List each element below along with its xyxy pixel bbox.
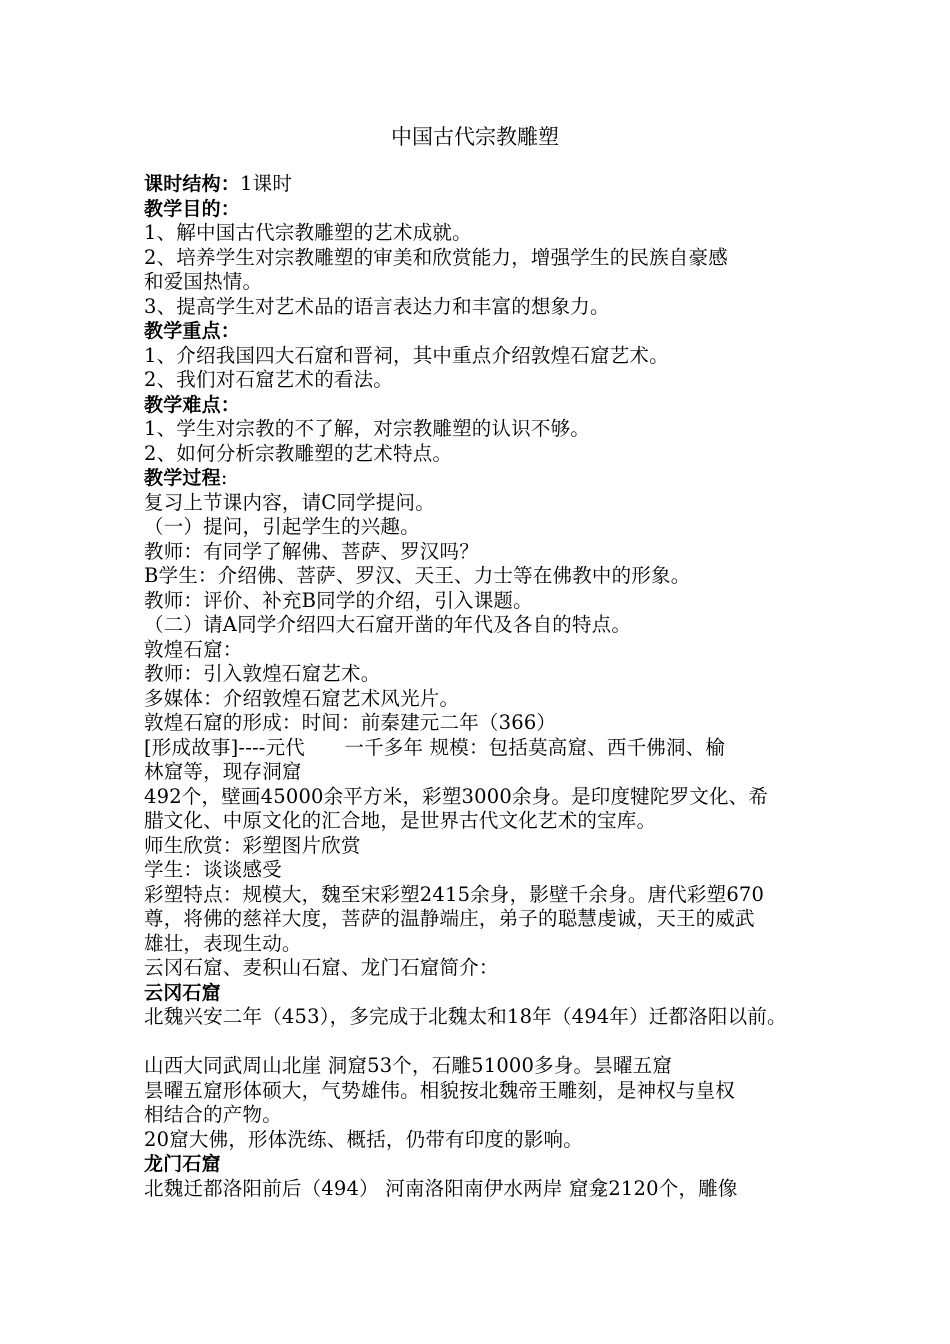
text-line: 师生欣赏：彩塑图片欣赏 [144, 833, 361, 857]
text-line: 复习上节课内容，请C同学提问。 [144, 490, 435, 514]
text-line: 教师：有同学了解佛、菩萨、罗汉吗？ [144, 539, 479, 563]
text-line: 1、介绍我国四大石窟和晋祠，其中重点介绍敦煌石窟艺术。 [144, 343, 669, 367]
section-heading: 教学重点： [144, 320, 241, 342]
heading-suffix: : [220, 466, 228, 489]
text-line: 2、培养学生对宗教雕塑的审美和欣赏能力，增强学生的民族自豪感 [144, 245, 728, 269]
text-line: 敦煌石窟： [144, 637, 243, 661]
text-line: 20窟大佛，形体洗练、概括，仍带有印度的影响。 [144, 1127, 583, 1151]
text-line: （一）提问，引起学生的兴趣。 [144, 515, 420, 538]
text-line: 3、提高学生对艺术品的语言表达力和丰富的想象力。 [144, 294, 610, 318]
section-heading: 教学难点： [144, 393, 241, 416]
section-heading: 教学过程 [144, 467, 221, 489]
text-line: 山西大同武周山北崖 洞窟53个，石雕51000多身。昙曜五窟 [144, 1054, 673, 1077]
class-structure-line [144, 172, 844, 197]
document-body [144, 172, 844, 1201]
text-line: 彩塑特点：规模大，魏至宋彩塑2415余身，影壁千余身。唐代彩塑670 [144, 882, 765, 906]
text-line: 学生：谈谈感受 [144, 858, 282, 881]
text-line: 腊文化、中原文化的汇合地，是世界古代文化艺术的宝库。 [144, 809, 657, 832]
text-line: 林窟等，现存洞窟 [144, 760, 302, 783]
text-line: 雄壮，表现生动。 [144, 931, 302, 955]
text-line: 尊，将佛的慈祥大度，菩萨的温静端庄，弟子的聪慧虔诚，天王的威武 [144, 907, 755, 930]
text-line: （二）请A同学介绍四大石窟开凿的年代及各自的特点。 [144, 613, 632, 636]
text-line: 和爱国热情。 [144, 270, 263, 293]
document-title: 中国古代宗教雕塑 [391, 125, 559, 149]
section-heading-line [144, 466, 844, 491]
text-line: 2、我们对石窟艺术的看法。 [144, 368, 394, 391]
blank-line [144, 1030, 844, 1055]
text-line: 敦煌石窟的形成：时间：前秦建元二年（366） [144, 711, 557, 734]
text-line: 昙曜五窟形体硕大，气势雄伟。相貌按北魏帝王雕刻，是神权与皇权 [144, 1078, 736, 1102]
section-heading: 云冈石窟 [144, 981, 221, 1004]
text-line: 云冈石窟、麦积山石窟、龙门石窟简介： [144, 956, 499, 979]
text-line: 492个，壁画45000余平方米，彩塑3000余身。是印度犍陀罗文化、希 [144, 784, 769, 808]
text-line: 多媒体：介绍敦煌石窟艺术风光片。 [144, 686, 460, 710]
text-line: 1、学生对宗教的不了解，对宗教雕塑的认识不够。 [144, 417, 591, 440]
text-line: 相结合的产物。 [144, 1103, 282, 1126]
class-structure-value: 1课时 [240, 172, 293, 195]
text-line: 北魏兴安二年（453），多完成于北魏太和18年（494年）迁都洛阳以前。 [144, 1005, 787, 1028]
text-line: 北魏迁都洛阳前后（494） 河南洛阳南伊水两岸 窟龛2120个，雕像 [144, 1176, 738, 1200]
class-structure-label: 课时结构： [144, 173, 241, 195]
text-line: 1、解中国古代宗教雕塑的艺术成就。 [144, 221, 472, 244]
text-line: B学生：介绍佛、菩萨、罗汉、天王、力士等在佛教中的形象。 [144, 564, 691, 587]
text-line: [形成故事]----元代 一千多年 规模：包括莫高窟、西千佛洞、榆 [144, 735, 726, 759]
section-heading: 教学目的： [144, 197, 241, 220]
text-line: 教师：引入敦煌石窟艺术。 [144, 662, 381, 685]
text-line: 教师：评价、补充B同学的介绍，引入课题。 [144, 588, 533, 612]
section-heading: 龙门石窟 [144, 1153, 221, 1175]
text-line: 2、如何分析宗教雕塑的艺术特点。 [144, 441, 453, 465]
